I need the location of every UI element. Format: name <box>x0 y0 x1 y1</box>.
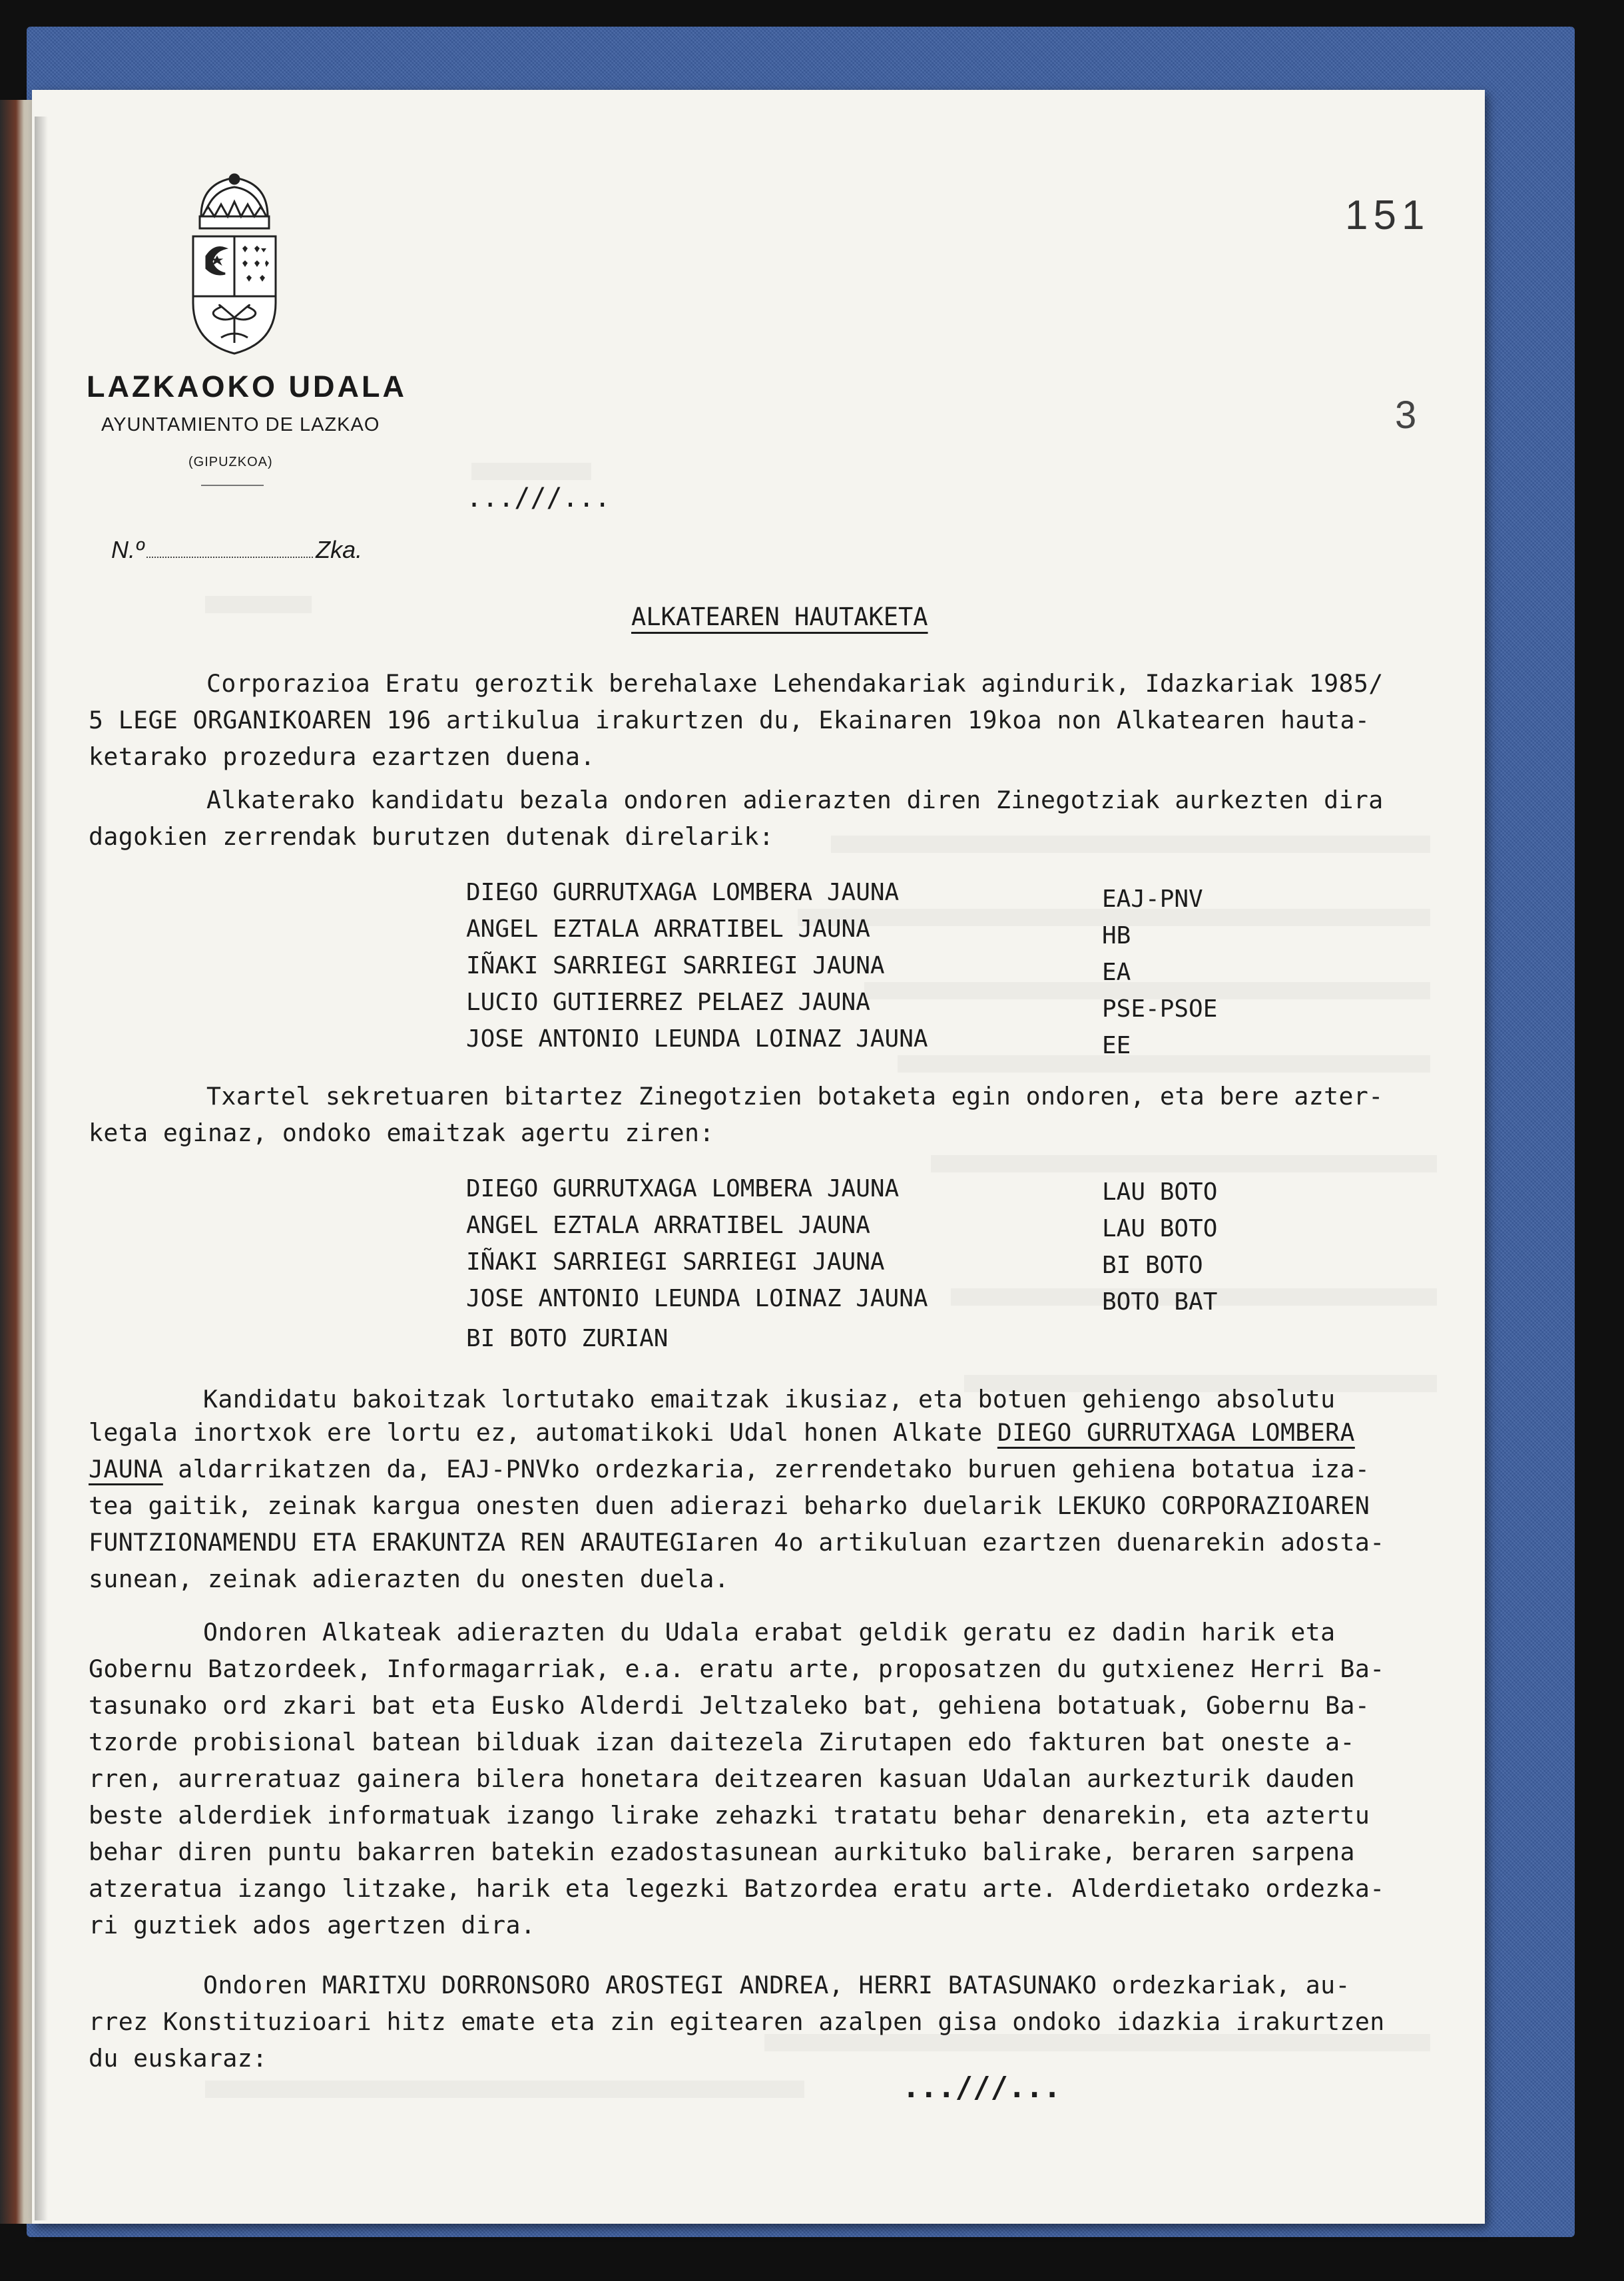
para3-line: Txartel sekretuaren bitartez Zinegotzien botaketa egin ondoren, eta bere azter- <box>206 1082 1384 1111</box>
result-name: BI BOTO ZURIAN <box>466 1325 669 1352</box>
candidate-name: JOSE ANTONIO LEUNDA LOINAZ JAUNA <box>466 1025 928 1053</box>
para4-line <box>89 1418 1355 1447</box>
para4-line: FUNTZIONAMENDU ETA ERAKUNTZA REN ARAUTEGIaren 4o artikuluan ezartzen duenarekin adosta- <box>89 1528 1385 1557</box>
para5-line: ri guztiek ados agertzen dira. <box>89 1911 536 1939</box>
candidate-party: EE <box>1102 1032 1131 1059</box>
letterhead-province: (GIPUZKOA) <box>188 455 273 469</box>
candidate-name: DIEGO GURRUTXAGA LOMBERA JAUNA <box>466 879 900 906</box>
para5-line: Gobernu Batzordeek, Informagarriak, e.a. eratu arte, proposatzen du gutxienez Herri Ba- <box>89 1654 1385 1683</box>
bleed-through <box>898 1055 1430 1073</box>
para6-line: du euskaraz: <box>89 2044 268 2073</box>
letterhead-title: LAZKAOKO UDALA <box>87 370 407 403</box>
result-name: DIEGO GURRUTXAGA LOMBERA JAUNA <box>466 1175 900 1202</box>
result-name: ANGEL EZTALA ARRATIBEL JAUNA <box>466 1212 870 1239</box>
number-label: N.º <box>111 536 144 563</box>
mayor-name: DIEGO GURRUTXAGA LOMBERA <box>997 1418 1355 1447</box>
candidate-party: PSE-PSOE <box>1102 995 1218 1023</box>
para4-line: sunean, zeinak adierazten du onesten duela. <box>89 1565 730 1593</box>
bleed-through <box>205 2081 804 2098</box>
para3-line: keta eginaz, ondoko emaitzak agertu ziren: <box>89 1119 714 1147</box>
mayor-title: JAUNA <box>89 1455 163 1483</box>
para5-line: beste alderdiek informatuak izango lirake zehazki tratatu behar denarekin, eta aztertu <box>89 1801 1370 1830</box>
candidate-party: EAJ-PNV <box>1102 886 1203 913</box>
result-votes: BI BOTO <box>1102 1252 1203 1279</box>
document-page <box>32 90 1485 2224</box>
para2-line: Alkaterako kandidatu bezala ondoren adierazten diren Zinegotziak aurkezten dira <box>206 786 1384 814</box>
para5-line: tasunako ord zkari bat eta Eusko Alderdi Jeltzaleko bat, gehiena botatuak, Gobernu Ba- <box>89 1691 1370 1720</box>
para5-line: tzorde probisional batean bilduak izan daitezela Zirutapen edo fakturen bat oneste a- <box>89 1728 1355 1756</box>
number-blank <box>146 550 313 558</box>
letterhead-subtitle: AYUNTAMIENTO DE LAZKAO <box>101 414 380 435</box>
para4-line <box>89 1455 1370 1483</box>
result-name: IÑAKI SARRIEGI SARRIEGI JAUNA <box>466 1248 885 1276</box>
para5-line: behar diren puntu bakarren batekin ezadostasunean aurkituko balirake, beraren sarpena <box>89 1838 1355 1866</box>
para1-line: Corporazioa Eratu geroztik berehalaxe Lehendakariak agindurik, Idazkariak 1985/ <box>206 669 1384 698</box>
para1-line: 5 LEGE ORGANIKOAREN 196 artikulua irakurtzen du, Ekainaren 19koa non Alkatearen hauta- <box>89 706 1370 734</box>
para4-line: tea gaitik, zeinak kargua onesten duen adierazi beharko duelarik LEKUKO CORPORAZIOAREN <box>89 1491 1370 1520</box>
section-heading: ALKATEAREN HAUTAKETA <box>631 603 928 631</box>
bleed-through <box>931 1155 1437 1172</box>
continuation-mark-bottom: ...///... <box>902 2071 1061 2105</box>
para4-line: Kandidatu bakoitzak lortutako emaitzak ikusiaz, eta botuen gehiengo absolutu <box>203 1385 1336 1413</box>
para4-text: legala inortxok ere lortu ez, automatikoki Udal honen Alkate <box>89 1418 997 1447</box>
bleed-through <box>205 596 312 613</box>
candidate-name: IÑAKI SARRIEGI SARRIEGI JAUNA <box>466 952 885 979</box>
reference-number-line <box>111 536 362 564</box>
candidate-name: ANGEL EZTALA ARRATIBEL JAUNA <box>466 915 870 943</box>
zka-label: Zka. <box>316 536 363 563</box>
candidate-name: LUCIO GUTIERREZ PELAEZ JAUNA <box>466 989 870 1016</box>
para2-line: dagokien zerrendak burutzen dutenak direlarik: <box>89 822 774 851</box>
page-gutter-shadow <box>35 117 48 2220</box>
result-name: JOSE ANTONIO LEUNDA LOINAZ JAUNA <box>466 1285 928 1312</box>
para5-line: Ondoren Alkateak adierazten du Udala erabat geldik geratu ez dadin harik eta <box>203 1618 1336 1647</box>
coat-of-arms-icon <box>188 170 281 356</box>
bleed-through <box>471 463 591 480</box>
para6-line: Ondoren MARITXU DORRONSORO AROSTEGI ANDREA, HERRI BATASUNAKO ordezkariak, au- <box>203 1971 1350 1999</box>
result-votes: LAU BOTO <box>1102 1215 1218 1242</box>
pencil-mark: 3 <box>1395 393 1417 437</box>
bleed-through <box>831 836 1430 853</box>
result-votes: LAU BOTO <box>1102 1178 1218 1206</box>
continuation-mark-top: ...///... <box>466 483 611 513</box>
result-votes: BOTO BAT <box>1102 1288 1218 1316</box>
para6-line: rrez Konstituzioari hitz emate eta zin egitearen azalpen gisa ondoko idazkia irakurtzen <box>89 2007 1385 2036</box>
para5-line: atzeratua izango litzake, harik eta legezki Batzordea eratu arte. Alderdietako ordezka- <box>89 1874 1385 1903</box>
para5-line: rren, aurreratuaz gainera bilera honetara deitzearen kasuan Udalan aurkezturik dauden <box>89 1764 1355 1793</box>
candidate-party: EA <box>1102 959 1131 986</box>
para1-line: ketarako prozedura ezartzen duena. <box>89 742 595 771</box>
para4-text: aldarrikatzen da, EAJ-PNVko ordezkaria, zerrendetako buruen gehiena botatua iza- <box>162 1455 1370 1483</box>
bleed-through <box>764 2034 1430 2051</box>
page-number: 151 <box>1345 192 1430 238</box>
letterhead-divider <box>201 485 264 486</box>
candidate-party: HB <box>1102 922 1131 949</box>
